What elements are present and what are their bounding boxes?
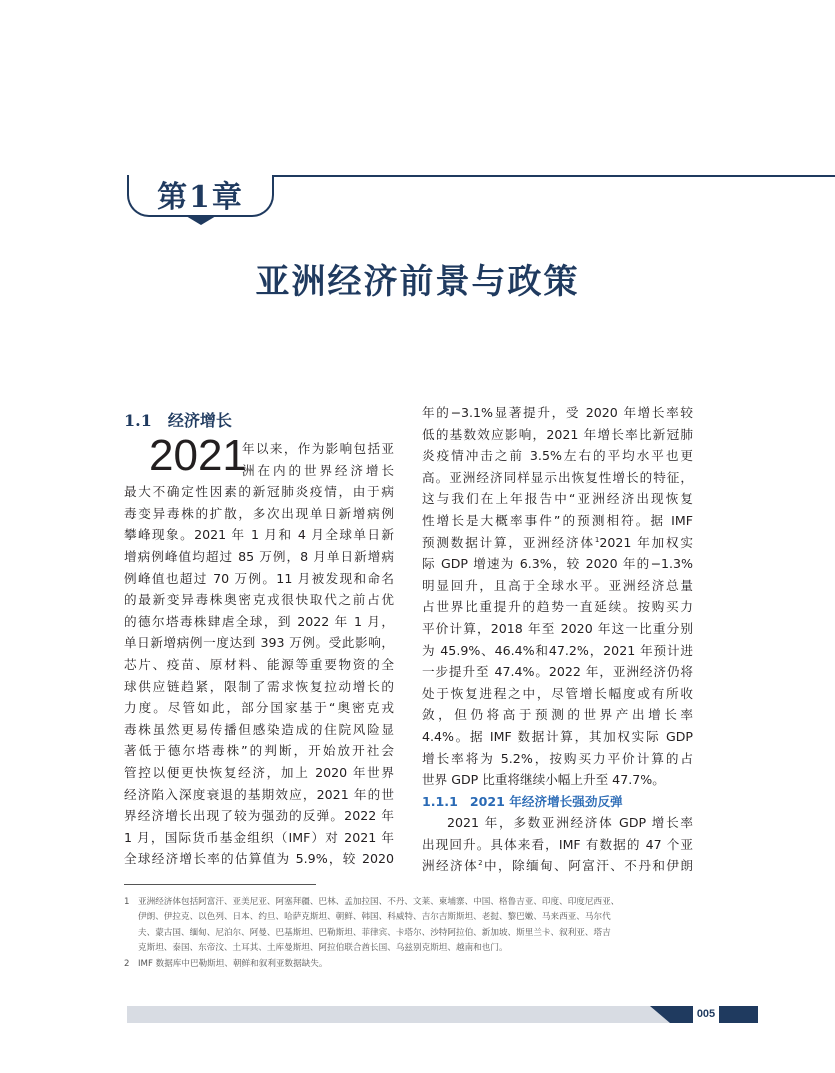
text-fragment: 预测数据计算，亚洲经济体 — [422, 534, 595, 550]
footnote-2 — [124, 957, 694, 972]
text-line: 平价计算，2018 年至 2020 年这一比重分别 — [422, 620, 693, 636]
text-line: 增长率将为 5.2%，按购买力平价计算的占 — [422, 750, 693, 766]
text-line: 全球经济增长率的估算值为 5.9%，较 2020 — [124, 851, 394, 867]
text-line: 著低于德尔塔毒株”的判断，开始放开社会 — [124, 743, 394, 759]
section-title: 经济增长 — [167, 411, 232, 430]
text-fragment: 洲经济体 — [422, 858, 479, 874]
footnote-number: 1 — [124, 897, 130, 907]
footnote-line: IMF 数据库中巴勒斯坦、朝鲜和叙利亚数据缺失。 — [138, 958, 328, 969]
dropcap: 2021 — [149, 431, 247, 480]
text-line: 高。亚洲经济同样显示出恢复性增长的特征， — [422, 469, 693, 485]
section-heading — [124, 408, 232, 431]
text-line: 经济陷入深度衰退的基期效应，2021 年的世 — [124, 786, 394, 802]
footnote-line: 亚洲经济体包括阿富汗、亚美尼亚、阿塞拜疆、巴林、孟加拉国、不丹、文莱、柬埔寨、中国、格鲁吉亚、印度、印度尼西亚、 — [138, 897, 620, 907]
footer-bar — [127, 1006, 693, 1023]
chapter-arrow-icon — [186, 216, 216, 225]
text-line: 管控以便更快恢复经济，加上 2020 年世界 — [124, 764, 394, 780]
text-line: 世界 GDP 比重将继续小幅上升至 47.7%。 — [422, 772, 665, 788]
text-line: 为 45.9%、46.4%和47.2%，2021 年预计进 — [422, 642, 693, 658]
footnote-1 — [124, 895, 694, 957]
footnote-ref-2[interactable]: 2 — [478, 859, 483, 868]
text-fragment: 2021 年加权实 — [599, 534, 693, 550]
footnote-line: 夫、蒙古国、缅甸、尼泊尔、阿曼、巴基斯坦、巴勒斯坦、菲律宾、卡塔尔、沙特阿拉伯、新加坡、斯里兰卡、叙利亚、塔吉 — [138, 927, 611, 938]
section-number: 1.1 — [124, 411, 152, 430]
subsection-number: 1.1.1 — [422, 793, 458, 809]
text-line: 炎疫情冲击之前 3.5%左右的平均水平也更 — [422, 448, 693, 464]
text-line: 际 GDP 增速为 6.3%，较 2020 年的−1.3% — [422, 556, 693, 572]
text-fragment: 中，除缅甸、阿富汗、不丹和伊朗 — [482, 858, 694, 874]
subsection-heading — [422, 791, 693, 813]
text-line: 的德尔塔毒株肆虐全球，到 2022 年 1 月， — [124, 613, 394, 629]
text-line: 1 月，国际货币基金组织（IMF）对 2021 年 — [124, 829, 394, 845]
text-line: 占世界比重提升的趋势一直延续。按购买力 — [422, 599, 693, 615]
text-line: 单日新增病例一度达到 393 万例。受此影响， — [124, 635, 394, 651]
text-line: 最大不确定性因素的新冠肺炎疫情，由于病 — [124, 484, 394, 500]
footnote-line: 克斯坦、泰国、东帝汶、土耳其、土库曼斯坦、阿拉伯联合酋长国、乌兹别克斯坦、越南和也门。 — [138, 943, 508, 954]
text-line: 例峰值也超过 70 万例。11 月被发现和命名 — [124, 570, 394, 586]
text-line: 这与我们在上年报告中“亚洲经济出现恢复 — [422, 491, 693, 507]
text-line: 明显回升，且高于全球水平。亚洲经济总量 — [422, 577, 693, 593]
text-line: 球供应链趋紧，限制了需求恢复拉动增长的 — [124, 678, 394, 694]
subsection-title: 2021 年经济增长强劲反弹 — [469, 793, 623, 809]
text-line: 界经济增长出现了较为强劲的反弹。2022 年 — [124, 808, 394, 824]
text-line: 一步提升至 47.4%。2022 年，亚洲经济仍将 — [422, 664, 693, 680]
chapter-rule — [273, 175, 835, 177]
footnote-line: 伊朗、伊拉克、以色列、日本、约旦、哈萨克斯坦、朝鲜、韩国、科威特、吉尔吉斯斯坦、老挝、黎巴嫩、马来西亚、马尔代 — [138, 912, 611, 923]
footnote-ref-1[interactable]: 1 — [594, 535, 600, 544]
text-line: 增病例峰值均超过 85 万例，8 月单日新增病 — [124, 548, 394, 564]
text-line: 攀峰现象。2021 年 1 月和 4 月全球单日新 — [124, 527, 394, 543]
right-column — [422, 402, 693, 877]
text-line: 出现回升。具体来看，IMF 有数据的 47 个亚 — [422, 836, 693, 852]
text-line-with-footnote — [422, 532, 693, 554]
text-line: 年的−3.1%显著提升，受 2020 年增长率较 — [422, 405, 693, 420]
text-line: 处于恢复进程之中，尽管增长幅度或有所收 — [422, 685, 693, 701]
chapter-label: 第1章 — [157, 180, 244, 215]
footnote-rule — [124, 884, 316, 885]
text-line: 的最新变异毒株奥密克戎很快取代之前占优 — [124, 592, 394, 608]
text-line: 年以来，作为影响包括亚 — [242, 441, 394, 456]
text-line: 洲在内的世界经济增长 — [242, 462, 394, 478]
footnotes — [124, 895, 694, 972]
left-column — [124, 438, 394, 870]
text-line-with-footnote — [422, 855, 693, 877]
text-line: 2021 年，多数亚洲经济体 GDP 增长率 — [447, 815, 693, 831]
text-line: 毒变异毒株的扩散，多次出现单日新增病例 — [124, 505, 394, 521]
text-line: 性增长是大概率事件”的预测相符。据 IMF — [422, 512, 693, 528]
text-line: 低的基数效应影响，2021 年增长率比新冠肺 — [422, 426, 693, 442]
text-line: 4.4%。据 IMF 数据计算，其加权实际 GDP — [422, 728, 693, 744]
text-line: 力度。尽管如此，部分国家基于“奥密克戎 — [124, 700, 394, 716]
chapter-title: 亚洲经济前景与政策 — [255, 262, 580, 302]
text-line: 毒株虽然更易传播但感染造成的住院风险显 — [124, 721, 394, 737]
text-line: 芯片、疫苗、原材料、能源等重要物资的全 — [124, 656, 394, 672]
footnote-number: 2 — [124, 958, 130, 969]
page-number: 005 — [693, 1006, 719, 1023]
text-line: 敛，但仍将高于预测的世界产出增长率 — [422, 707, 693, 723]
